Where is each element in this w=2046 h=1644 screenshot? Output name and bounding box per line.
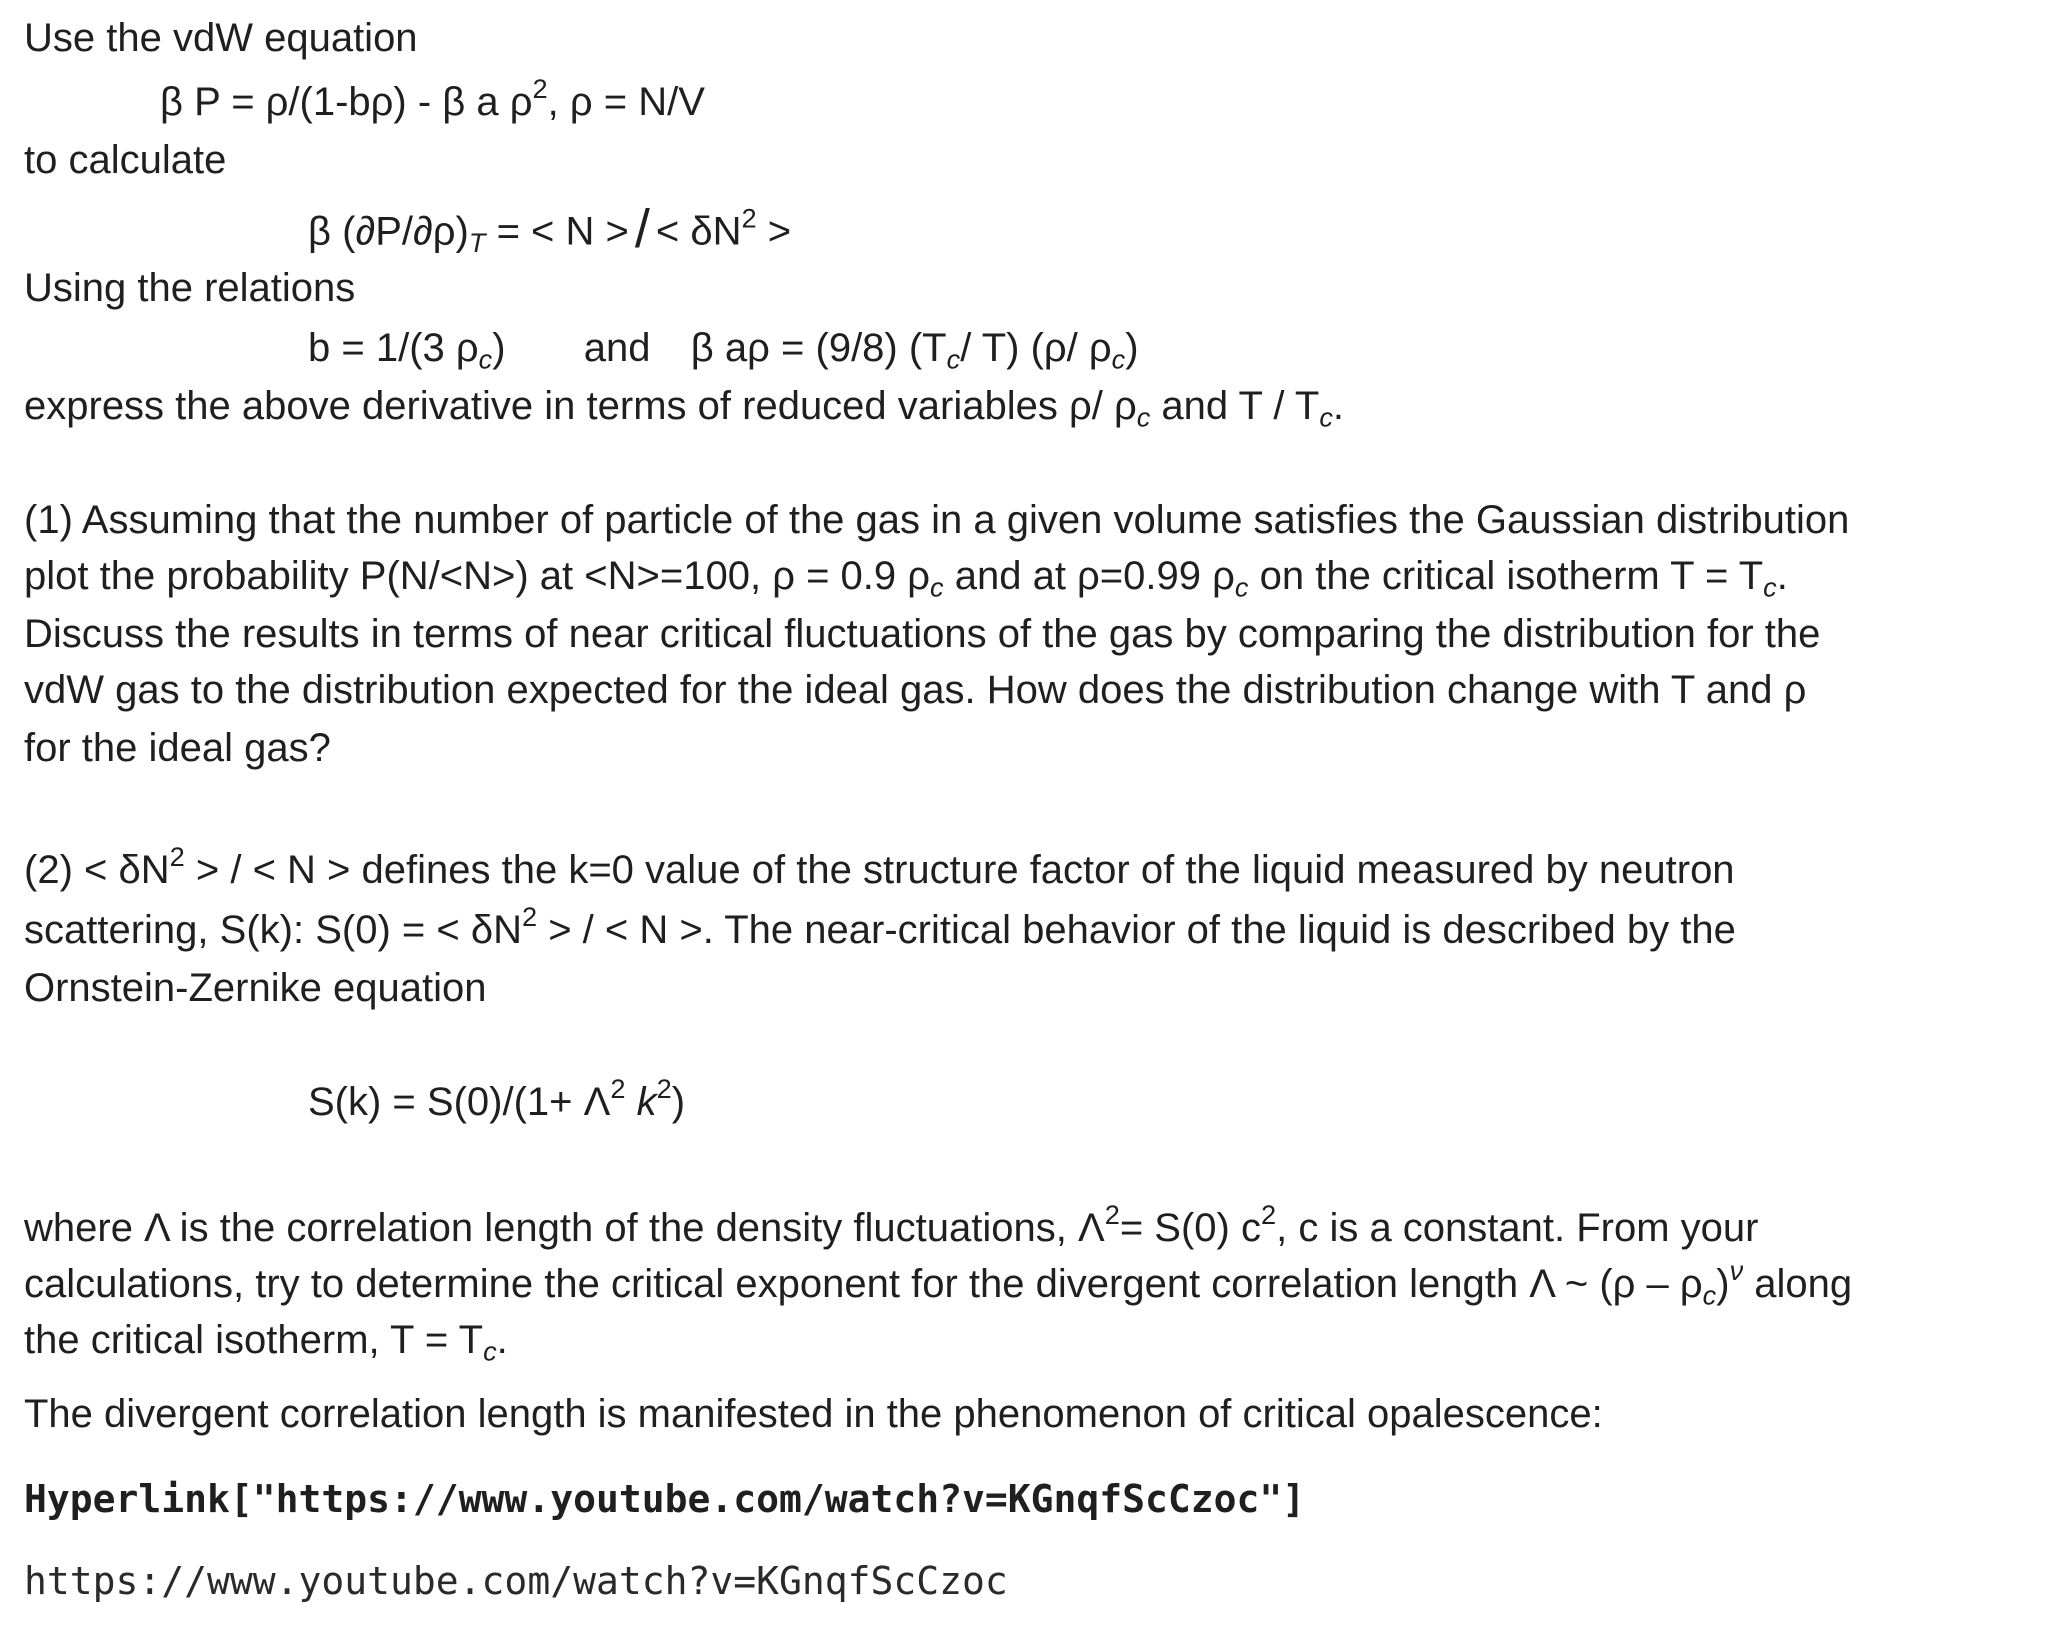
where-line-3: the critical isotherm, $T = T_c$. — [24, 1318, 508, 1367]
part1-line-5: for the ideal gas? — [24, 726, 331, 770]
part2-line-1: $(2) < \delta N^2$ > / < N > defines the k=0 value of the structure factor of the liquid measured by neutron — [24, 841, 1735, 892]
part1-line-1: (1) Assuming that the number of particle of the gas in a given volume satisfies the Gaussian distribution — [24, 498, 1850, 542]
express-line: express the above derivative in terms of reduced variables ρ/ $\rho_c$ and T / $T_c$. — [24, 384, 1345, 433]
where-line-1: where Λ is the correlation length of the density fluctuations, $\Lambda^2= S(0)$ $c^2$, c is a constant. From your — [24, 1199, 1759, 1250]
using-relations-line: Using the relations — [24, 266, 356, 310]
vdw-equation: β P = ρ/(1-bρ) - β a $\rho^2$, ρ = N/V — [160, 73, 705, 124]
part1-line-2: plot the probability P(N/<N>) at <N>=100, ρ = 0.9 $\rho_c$ and at ρ=0.99 $\rho_c$ on the critical isotherm $T = T_c$. — [24, 554, 1788, 603]
derivative-equation: β $(\partial P/\partial\rho)_T$ = < N > / < $\delta N^2$ > — [308, 199, 792, 259]
part1-line-3: Discuss the results in terms of near critical fluctuations of the gas by comparing the distribution for the — [24, 612, 1821, 656]
relations-equation: b = 1/(3 $\rho_c$) and β aρ = (9/8) ($T_c/$ T) (ρ/ $\rho_c$) — [308, 326, 1139, 375]
part1-line-4: vdW gas to the distribution expected for the ideal gas. How does the distribution change with T and ρ — [24, 668, 1807, 712]
part2-line-2: scattering, S(k): S(0) = < $\delta N^2$ > / < N >. The near-critical behavior of the liquid is described by the — [24, 901, 1736, 952]
hyperlink-output[interactable]: https://www.youtube.com/watch?v=KGnqfScCzoc — [24, 1559, 1008, 1603]
ornstein-zernike-equation: $S(k) = S(0)/(1+ \Lambda^2$ $k^2$) — [308, 1073, 686, 1124]
opalescence-line: The divergent correlation length is manifested in the phenomenon of critical opalescence: — [24, 1392, 1603, 1436]
part2-line-3: Ornstein-Zernike equation — [24, 966, 487, 1010]
intro-line-3: to calculate — [24, 138, 227, 182]
where-line-2: calculations, try to determine the critical exponent for the divergent correlation length Λ ~ $(\rho - \rho_c)^\nu$ along — [24, 1255, 1853, 1311]
hyperlink-input-cell[interactable]: Hyperlink["https://www.youtube.com/watch?v=KGnqfScCzoc"] — [24, 1477, 1306, 1521]
intro-line-1: Use the vdW equation — [24, 16, 418, 60]
